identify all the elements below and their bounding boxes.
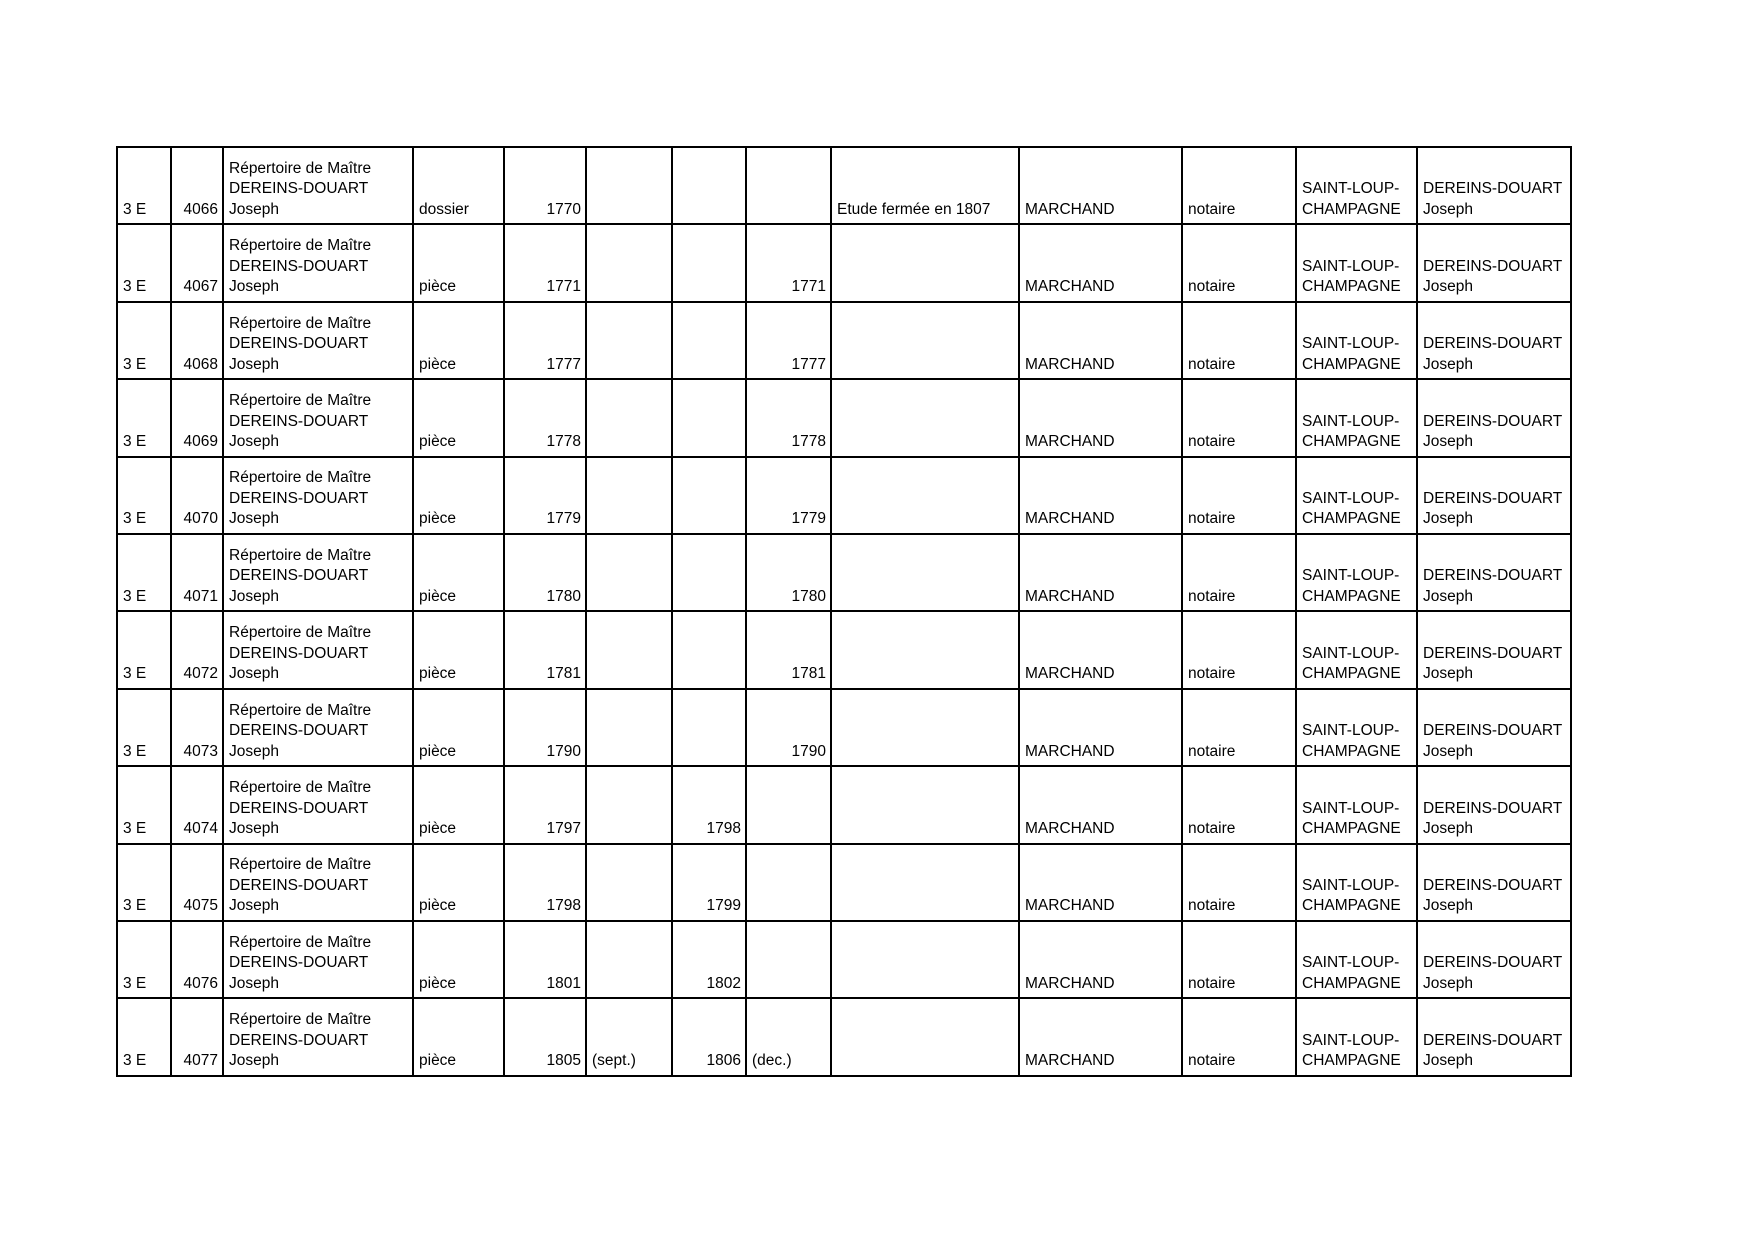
cell-nature: pièce <box>413 611 504 688</box>
cell-notary: DEREINS-DOUART Joseph <box>1417 224 1571 301</box>
cell-profession: MARCHAND <box>1019 766 1182 843</box>
cell-nature: pièce <box>413 844 504 921</box>
cell-notary: DEREINS-DOUART Joseph <box>1417 379 1571 456</box>
cell-date_mid <box>672 379 746 456</box>
cell-note <box>831 766 1019 843</box>
cell-nature: pièce <box>413 921 504 998</box>
cell-date_begin: 1801 <box>504 921 586 998</box>
cell-description: Répertoire de Maître DEREINS-DOUART Joseph <box>223 998 413 1075</box>
table-row <box>117 998 1571 1075</box>
cell-date_mid: 1798 <box>672 766 746 843</box>
table-row <box>117 611 1571 688</box>
cell-notary: DEREINS-DOUART Joseph <box>1417 457 1571 534</box>
table-row <box>117 844 1571 921</box>
cell-notary: DEREINS-DOUART Joseph <box>1417 611 1571 688</box>
cell-date_mid <box>672 224 746 301</box>
cell-description: Répertoire de Maître DEREINS-DOUART Joseph <box>223 302 413 379</box>
cell-nature: pièce <box>413 689 504 766</box>
cell-role: notaire <box>1182 998 1296 1075</box>
cell-date_end: 1771 <box>746 224 831 301</box>
cell-cote: 4069 <box>171 379 223 456</box>
cell-date_mid <box>672 302 746 379</box>
cell-note <box>831 844 1019 921</box>
cell-cote: 4077 <box>171 998 223 1075</box>
cell-series: 3 E <box>117 224 171 301</box>
cell-profession: MARCHAND <box>1019 302 1182 379</box>
cell-date_mid <box>672 457 746 534</box>
cell-note: Etude fermée en 1807 <box>831 147 1019 224</box>
table-row <box>117 224 1571 301</box>
cell-nature: dossier <box>413 147 504 224</box>
cell-description: Répertoire de Maître DEREINS-DOUART Joseph <box>223 147 413 224</box>
cell-date_begin: 1780 <box>504 534 586 611</box>
cell-date_mid: 1802 <box>672 921 746 998</box>
cell-role: notaire <box>1182 921 1296 998</box>
cell-series: 3 E <box>117 534 171 611</box>
cell-note <box>831 689 1019 766</box>
cell-role: notaire <box>1182 611 1296 688</box>
cell-note <box>831 224 1019 301</box>
cell-date_begin: 1778 <box>504 379 586 456</box>
table-row <box>117 689 1571 766</box>
cell-cote: 4067 <box>171 224 223 301</box>
cell-series: 3 E <box>117 302 171 379</box>
cell-date_end: 1779 <box>746 457 831 534</box>
table-row <box>117 766 1571 843</box>
cell-note <box>831 921 1019 998</box>
cell-profession: MARCHAND <box>1019 998 1182 1075</box>
cell-date_end: 1778 <box>746 379 831 456</box>
cell-role: notaire <box>1182 844 1296 921</box>
cell-begin_note <box>586 844 672 921</box>
cell-date_begin: 1771 <box>504 224 586 301</box>
cell-role: notaire <box>1182 689 1296 766</box>
cell-role: notaire <box>1182 457 1296 534</box>
cell-role: notaire <box>1182 224 1296 301</box>
cell-cote: 4075 <box>171 844 223 921</box>
cell-profession: MARCHAND <box>1019 379 1182 456</box>
cell-date_end <box>746 147 831 224</box>
cell-profession: MARCHAND <box>1019 534 1182 611</box>
cell-commune: SAINT-LOUP-CHAMPAGNE <box>1296 534 1417 611</box>
cell-cote: 4074 <box>171 766 223 843</box>
cell-commune: SAINT-LOUP-CHAMPAGNE <box>1296 224 1417 301</box>
cell-cote: 4066 <box>171 147 223 224</box>
cell-nature: pièce <box>413 766 504 843</box>
cell-commune: SAINT-LOUP-CHAMPAGNE <box>1296 766 1417 843</box>
cell-commune: SAINT-LOUP-CHAMPAGNE <box>1296 457 1417 534</box>
table-row <box>117 147 1571 224</box>
cell-date_mid: 1799 <box>672 844 746 921</box>
cell-note <box>831 611 1019 688</box>
cell-commune: SAINT-LOUP-CHAMPAGNE <box>1296 921 1417 998</box>
cell-profession: MARCHAND <box>1019 147 1182 224</box>
cell-description: Répertoire de Maître DEREINS-DOUART Joseph <box>223 379 413 456</box>
cell-begin_note <box>586 921 672 998</box>
cell-date_begin: 1781 <box>504 611 586 688</box>
cell-begin_note <box>586 147 672 224</box>
cell-description: Répertoire de Maître DEREINS-DOUART Joseph <box>223 921 413 998</box>
cell-notary: DEREINS-DOUART Joseph <box>1417 302 1571 379</box>
cell-notary: DEREINS-DOUART Joseph <box>1417 921 1571 998</box>
cell-series: 3 E <box>117 689 171 766</box>
cell-description: Répertoire de Maître DEREINS-DOUART Joseph <box>223 689 413 766</box>
cell-commune: SAINT-LOUP-CHAMPAGNE <box>1296 379 1417 456</box>
cell-date_end: 1777 <box>746 302 831 379</box>
cell-commune: SAINT-LOUP-CHAMPAGNE <box>1296 998 1417 1075</box>
cell-note <box>831 302 1019 379</box>
cell-commune: SAINT-LOUP-CHAMPAGNE <box>1296 689 1417 766</box>
cell-begin_note <box>586 534 672 611</box>
cell-notary: DEREINS-DOUART Joseph <box>1417 766 1571 843</box>
cell-cote: 4071 <box>171 534 223 611</box>
cell-series: 3 E <box>117 379 171 456</box>
cell-date_mid <box>672 147 746 224</box>
cell-role: notaire <box>1182 147 1296 224</box>
cell-date_begin: 1777 <box>504 302 586 379</box>
cell-role: notaire <box>1182 302 1296 379</box>
cell-date_begin: 1779 <box>504 457 586 534</box>
cell-nature: pièce <box>413 379 504 456</box>
document-sheet <box>116 146 1572 1077</box>
cell-begin_note <box>586 766 672 843</box>
cell-profession: MARCHAND <box>1019 689 1182 766</box>
cell-nature: pièce <box>413 457 504 534</box>
table-row <box>117 379 1571 456</box>
cell-date_mid <box>672 611 746 688</box>
cell-series: 3 E <box>117 766 171 843</box>
cell-role: notaire <box>1182 534 1296 611</box>
cell-cote: 4073 <box>171 689 223 766</box>
cell-note <box>831 534 1019 611</box>
cell-commune: SAINT-LOUP-CHAMPAGNE <box>1296 302 1417 379</box>
cell-begin_note <box>586 302 672 379</box>
cell-profession: MARCHAND <box>1019 844 1182 921</box>
cell-begin_note <box>586 379 672 456</box>
cell-role: notaire <box>1182 766 1296 843</box>
cell-profession: MARCHAND <box>1019 224 1182 301</box>
cell-profession: MARCHAND <box>1019 611 1182 688</box>
table-row <box>117 302 1571 379</box>
cell-date_begin: 1798 <box>504 844 586 921</box>
cell-cote: 4072 <box>171 611 223 688</box>
cell-begin_note <box>586 689 672 766</box>
cell-date_end: (dec.) <box>746 998 831 1075</box>
cell-nature: pièce <box>413 224 504 301</box>
cell-series: 3 E <box>117 998 171 1075</box>
table-row <box>117 921 1571 998</box>
cell-notary: DEREINS-DOUART Joseph <box>1417 844 1571 921</box>
cell-description: Répertoire de Maître DEREINS-DOUART Joseph <box>223 766 413 843</box>
cell-series: 3 E <box>117 611 171 688</box>
cell-note <box>831 998 1019 1075</box>
cell-nature: pièce <box>413 302 504 379</box>
cell-notary: DEREINS-DOUART Joseph <box>1417 147 1571 224</box>
cell-date_end <box>746 766 831 843</box>
cell-nature: pièce <box>413 534 504 611</box>
cell-date_mid: 1806 <box>672 998 746 1075</box>
cell-description: Répertoire de Maître DEREINS-DOUART Joseph <box>223 611 413 688</box>
cell-commune: SAINT-LOUP-CHAMPAGNE <box>1296 611 1417 688</box>
cell-description: Répertoire de Maître DEREINS-DOUART Joseph <box>223 224 413 301</box>
cell-date_mid <box>672 689 746 766</box>
cell-date_begin: 1790 <box>504 689 586 766</box>
cell-series: 3 E <box>117 147 171 224</box>
cell-profession: MARCHAND <box>1019 921 1182 998</box>
cell-date_end: 1780 <box>746 534 831 611</box>
table-row <box>117 534 1571 611</box>
cell-begin_note <box>586 611 672 688</box>
cell-begin_note <box>586 457 672 534</box>
cell-description: Répertoire de Maître DEREINS-DOUART Joseph <box>223 457 413 534</box>
cell-commune: SAINT-LOUP-CHAMPAGNE <box>1296 844 1417 921</box>
cell-role: notaire <box>1182 379 1296 456</box>
cell-series: 3 E <box>117 457 171 534</box>
cell-note <box>831 379 1019 456</box>
cell-date_end <box>746 844 831 921</box>
cell-cote: 4070 <box>171 457 223 534</box>
cell-profession: MARCHAND <box>1019 457 1182 534</box>
cell-notary: DEREINS-DOUART Joseph <box>1417 534 1571 611</box>
cell-note <box>831 457 1019 534</box>
cell-notary: DEREINS-DOUART Joseph <box>1417 998 1571 1075</box>
repertoire-table <box>116 146 1572 1077</box>
cell-date_begin: 1770 <box>504 147 586 224</box>
cell-date_end: 1790 <box>746 689 831 766</box>
cell-date_begin: 1797 <box>504 766 586 843</box>
cell-description: Répertoire de Maître DEREINS-DOUART Joseph <box>223 844 413 921</box>
cell-date_mid <box>672 534 746 611</box>
cell-series: 3 E <box>117 921 171 998</box>
cell-date_end <box>746 921 831 998</box>
cell-notary: DEREINS-DOUART Joseph <box>1417 689 1571 766</box>
cell-nature: pièce <box>413 998 504 1075</box>
cell-cote: 4068 <box>171 302 223 379</box>
cell-cote: 4076 <box>171 921 223 998</box>
table-row <box>117 457 1571 534</box>
cell-commune: SAINT-LOUP-CHAMPAGNE <box>1296 147 1417 224</box>
cell-begin_note: (sept.) <box>586 998 672 1075</box>
cell-date_end: 1781 <box>746 611 831 688</box>
cell-description: Répertoire de Maître DEREINS-DOUART Joseph <box>223 534 413 611</box>
cell-date_begin: 1805 <box>504 998 586 1075</box>
cell-series: 3 E <box>117 844 171 921</box>
cell-begin_note <box>586 224 672 301</box>
